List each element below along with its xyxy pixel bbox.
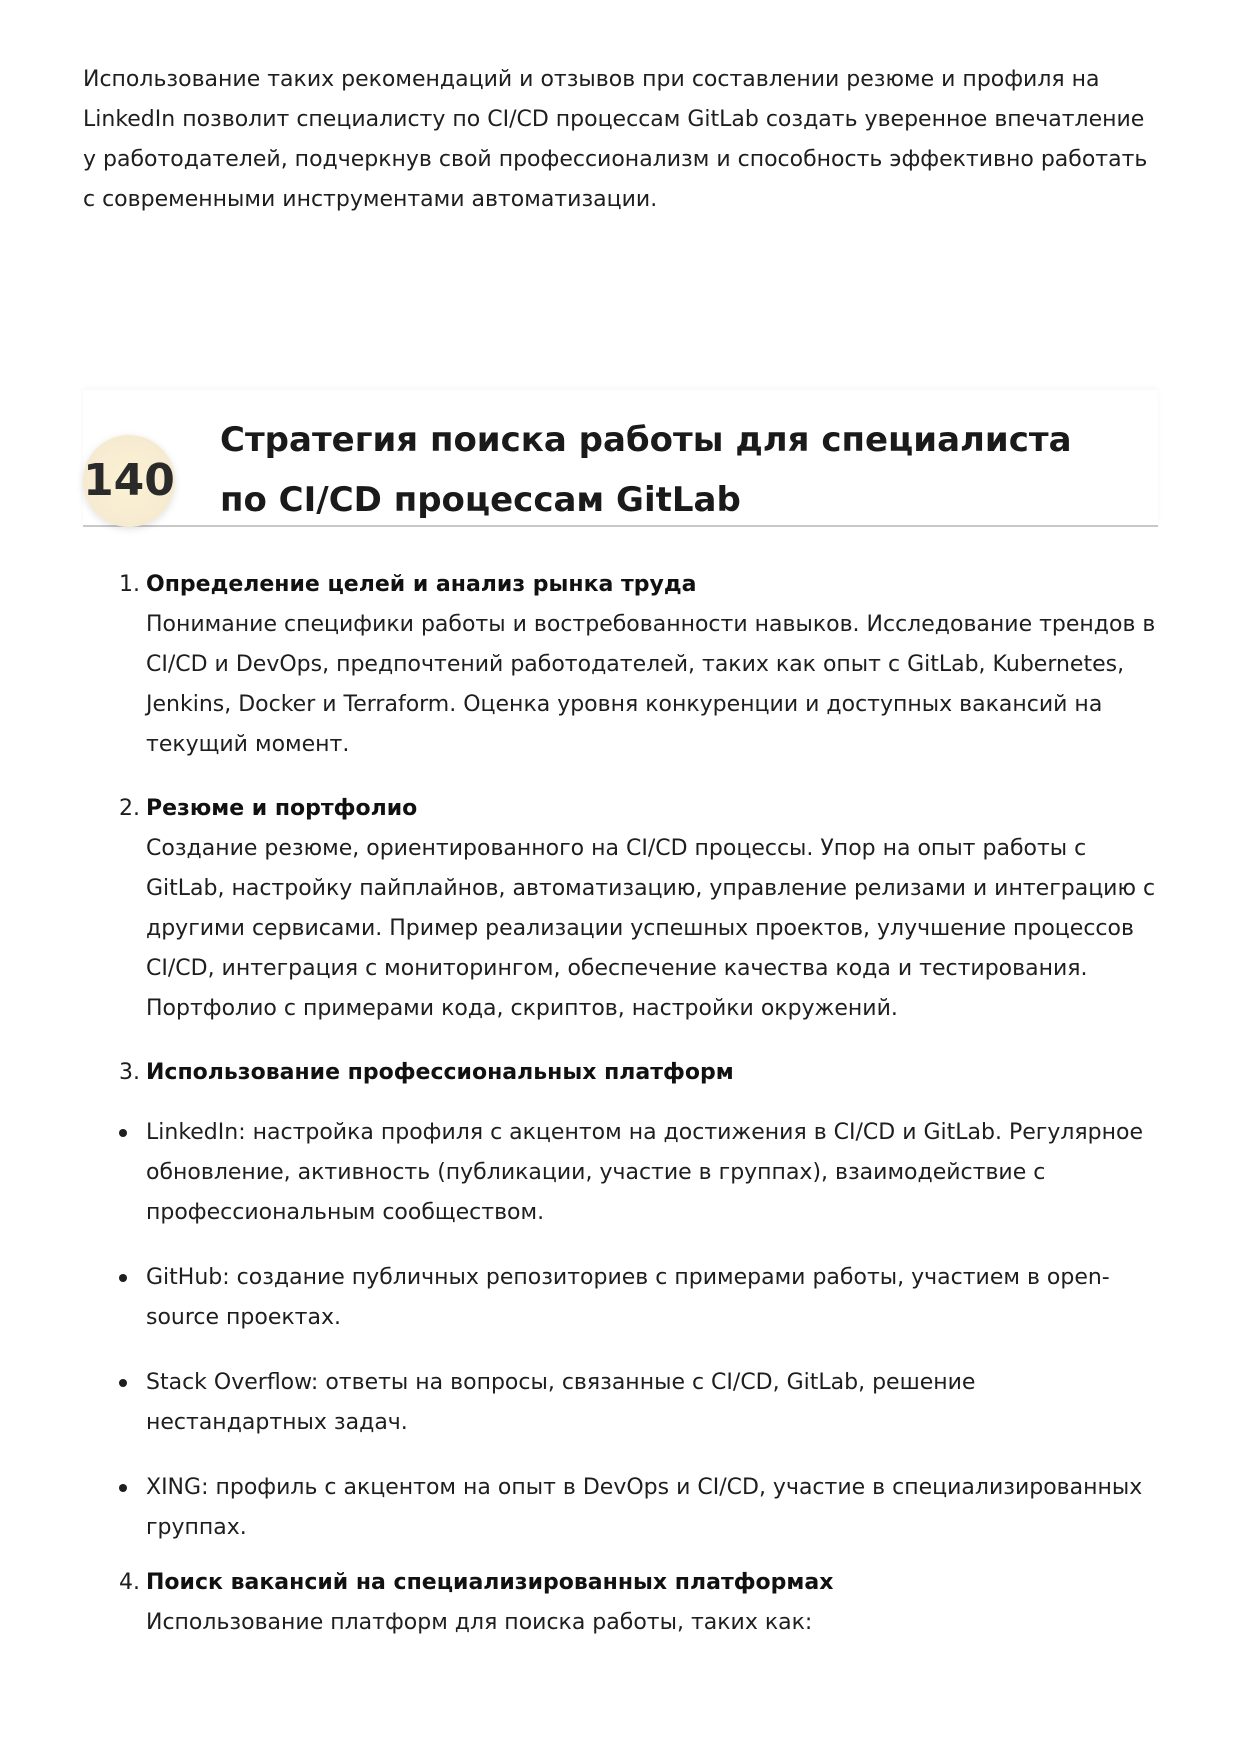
section-number: 4. bbox=[119, 1570, 140, 1595]
chapter-number-badge bbox=[83, 435, 175, 527]
section-number: 3. bbox=[119, 1060, 140, 1085]
section-3 bbox=[83, 1053, 1158, 1093]
platform-list bbox=[83, 1113, 1158, 1548]
intro-paragraph: Использование таких рекомендаций и отзывов при составлении резюме и профиля на LinkedIn позволит специалисту по CI/CD процессам GitLab создать уверенное впечатление у работодателей, подчеркнув свой профессионализм и способность эффективно работать с современными инструментами автоматизации. bbox=[83, 67, 1148, 212]
list-item-text: GitHub: создание публичных репозиториев с примерами работы, участием в open-source проектах. bbox=[146, 1265, 1110, 1330]
bullet-icon bbox=[119, 1379, 127, 1387]
bullet-icon bbox=[119, 1274, 127, 1282]
section-1 bbox=[83, 565, 1158, 765]
chapter-header bbox=[83, 390, 1158, 527]
section-title: Поиск вакансий на специализированных платформах bbox=[146, 1570, 834, 1595]
section-body: Использование платформ для поиска работы, таких как: bbox=[146, 1610, 813, 1635]
section-number: 2. bbox=[119, 796, 140, 821]
section-2 bbox=[83, 789, 1158, 1029]
list-item-text: XING: профиль с акцентом на опыт в DevOps и CI/CD, участие в специализированных группах. bbox=[146, 1475, 1143, 1540]
section-body: Понимание специфики работы и востребованности навыков. Исследование трендов в CI/CD и DevOps, предпочтений работодателей, таких как опыт с GitLab, Kubernetes, Jenkins, Docker и Terraform. Оценка уровня конкуренции и доступных вакансий на текущий момент. bbox=[146, 612, 1156, 757]
list-item bbox=[83, 1258, 1158, 1338]
bullet-icon bbox=[119, 1484, 127, 1492]
document-page bbox=[83, 60, 1158, 1635]
bullet-icon bbox=[119, 1129, 127, 1137]
list-item bbox=[83, 1113, 1158, 1233]
chapter-content bbox=[83, 565, 1158, 1667]
section-title: Определение целей и анализ рынка труда bbox=[146, 572, 697, 597]
section-4 bbox=[83, 1563, 1158, 1643]
list-item-text: LinkedIn: настройка профиля с акцентом на достижения в CI/CD и GitLab. Регулярное обновление, активность (публикации, участие в группах), взаимодействие с профессиональным сообществом. bbox=[146, 1120, 1143, 1225]
list-item-text: Stack Overflow: ответы на вопросы, связанные с CI/CD, GitLab, решение нестандартных задач. bbox=[146, 1370, 976, 1435]
list-item bbox=[83, 1468, 1158, 1548]
chapter-title: Стратегия поиска работы для специалиста по CI/CD процессам GitLab bbox=[220, 420, 1072, 520]
chapter-number: 140 bbox=[83, 455, 175, 506]
section-title: Использование профессиональных платформ bbox=[146, 1060, 734, 1085]
section-title: Резюме и портфолио bbox=[146, 796, 418, 821]
section-body: Создание резюме, ориентированного на CI/CD процессы. Упор на опыт работы с GitLab, настройку пайплайнов, автоматизацию, управление релизами и интеграцию с другими сервисами. Пример реализации успешных проектов, улучшение процессов CI/CD, интеграция с мониторингом, обеспечение качества кода и тестирования. Портфолио с примерами кода, скриптов, настройки окружений. bbox=[146, 836, 1156, 1021]
section-number: 1. bbox=[119, 572, 140, 597]
list-item bbox=[83, 1363, 1158, 1443]
